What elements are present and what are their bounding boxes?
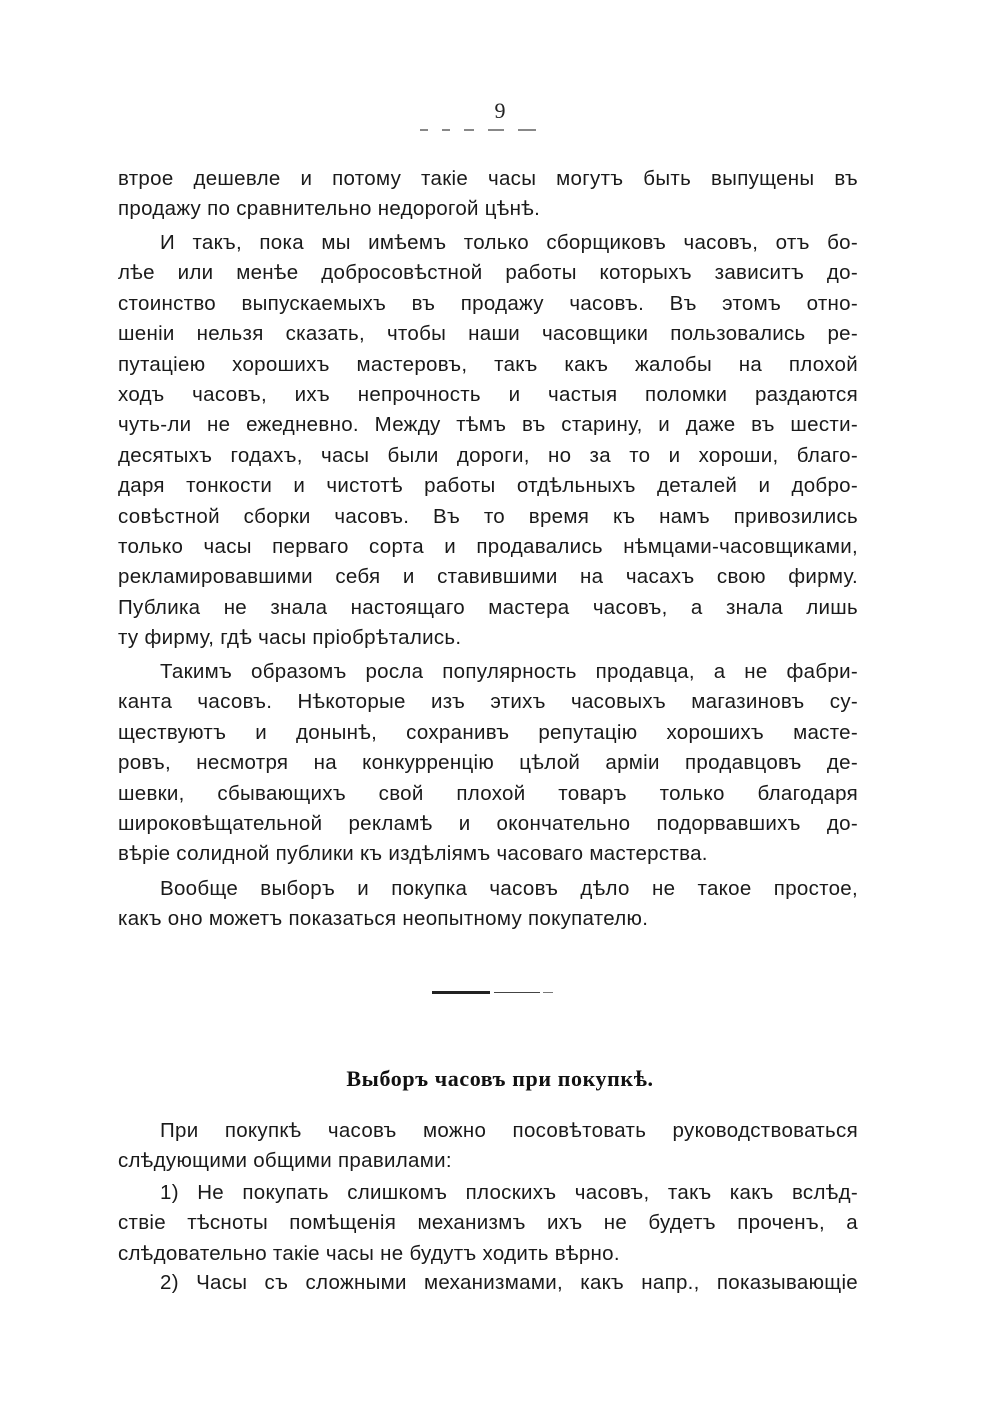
text-line: стоинство выпускаемыхъ въ продажу часовъ. Въ этомъ отно- — [118, 291, 858, 315]
text-line: канта часовъ. Нѣкоторые изъ этихъ часовыхъ магазиновъ су- — [118, 690, 858, 714]
text-line: какъ оно можетъ показаться неопытному покупателю. — [118, 907, 649, 931]
text-line: слѣдовательно такіе часы не будутъ ходить вѣрно. — [118, 1241, 620, 1265]
text-line: только часы перваго сорта и продавались нѣмцами-часовщиками, — [118, 534, 858, 558]
text-line: даря тонкости и чистотѣ работы отдѣльныхъ деталей и добро- — [118, 474, 858, 498]
rule-item-2 — [118, 1268, 858, 1298]
text-line: шевки, сбывающихъ свой плохой товаръ только благодаря — [118, 781, 858, 805]
header-rule — [420, 128, 560, 132]
paragraph-3 — [118, 874, 858, 935]
text-line: чуть-ли не ежедневно. Между тѣмъ въ старину, и даже въ шести- — [118, 413, 858, 437]
text-line: Вообще выборъ и покупка часовъ дѣло не такое простое, — [160, 877, 858, 900]
text-line: И такъ, пока мы имѣемъ только сборщиковъ часовъ, отъ бо- — [160, 231, 858, 254]
text-line: десятыхъ годахъ, часы были дороги, но за то и хороши, благо- — [118, 443, 858, 467]
text-line: продажу по сравнительно недорогой цѣнѣ. — [118, 197, 541, 221]
text-line: Такимъ образомъ росла популярность продавца, а не фабри- — [160, 660, 858, 683]
paragraph-2 — [118, 657, 858, 870]
text-line: путаціею хорошихъ мастеровъ, такъ какъ жалобы на плохой — [118, 352, 858, 376]
page-number: 9 — [494, 98, 506, 123]
text-line: лѣе или менѣе добросовѣстной работы которыхъ зависитъ до- — [118, 261, 858, 285]
text-line: При покупкѣ часовъ можно посовѣтовать руководствоваться — [160, 1119, 858, 1142]
text-line: вѣріе солидной публики къ издѣліямъ часоваго мастерства. — [118, 842, 708, 866]
text-line: 2) Часы съ сложными механизмами, какъ напр., показывающіе — [160, 1271, 858, 1294]
paragraph-intro — [118, 1116, 858, 1177]
text-line: совѣстной сборки часовъ. Въ то время къ намъ привозились — [118, 504, 858, 528]
text-line: ту фирму, гдѣ часы пріобрѣтались. — [118, 626, 462, 650]
paragraph-1 — [118, 228, 858, 653]
text-line: 1) Не покупать слишкомъ плоскихъ часовъ, такъ какъ вслѣд- — [160, 1181, 858, 1204]
rule-item-1 — [118, 1178, 858, 1269]
text-line: ходъ часовъ, ихъ непрочность и частыя поломки раздаются — [118, 382, 858, 406]
text-line: ровъ, несмотря на конкурренцію цѣлой арміи продавцовъ де- — [118, 751, 858, 775]
text-line: втрое дешевле и потому такіе часы могутъ быть выпущены въ — [118, 167, 858, 190]
text-line: ществуютъ и донынѣ, сохранивъ репутацію хорошихъ масте- — [118, 720, 858, 744]
text-line: широковѣщательной рекламѣ и окончательно подорвавшихъ до- — [118, 811, 858, 835]
text-line: слѣдующими общими правилами: — [118, 1149, 452, 1173]
text-line: рекламировавшими себя и ставившими на часахъ свою фирму. — [118, 565, 858, 589]
text-line: ствіе тѣсноты помѣщенія механизмъ ихъ не будетъ проченъ, а — [118, 1211, 858, 1235]
text-line: Публика не знала настоящаго мастера часовъ, а знала лишь — [118, 595, 858, 619]
body-text-top — [118, 164, 858, 225]
section-divider — [432, 991, 554, 994]
section-title: Выборъ часовъ при покупкѣ. — [346, 1066, 654, 1091]
text-line: шеніи нельзя сказать, чтобы наши часовщики пользовались ре- — [118, 322, 858, 346]
